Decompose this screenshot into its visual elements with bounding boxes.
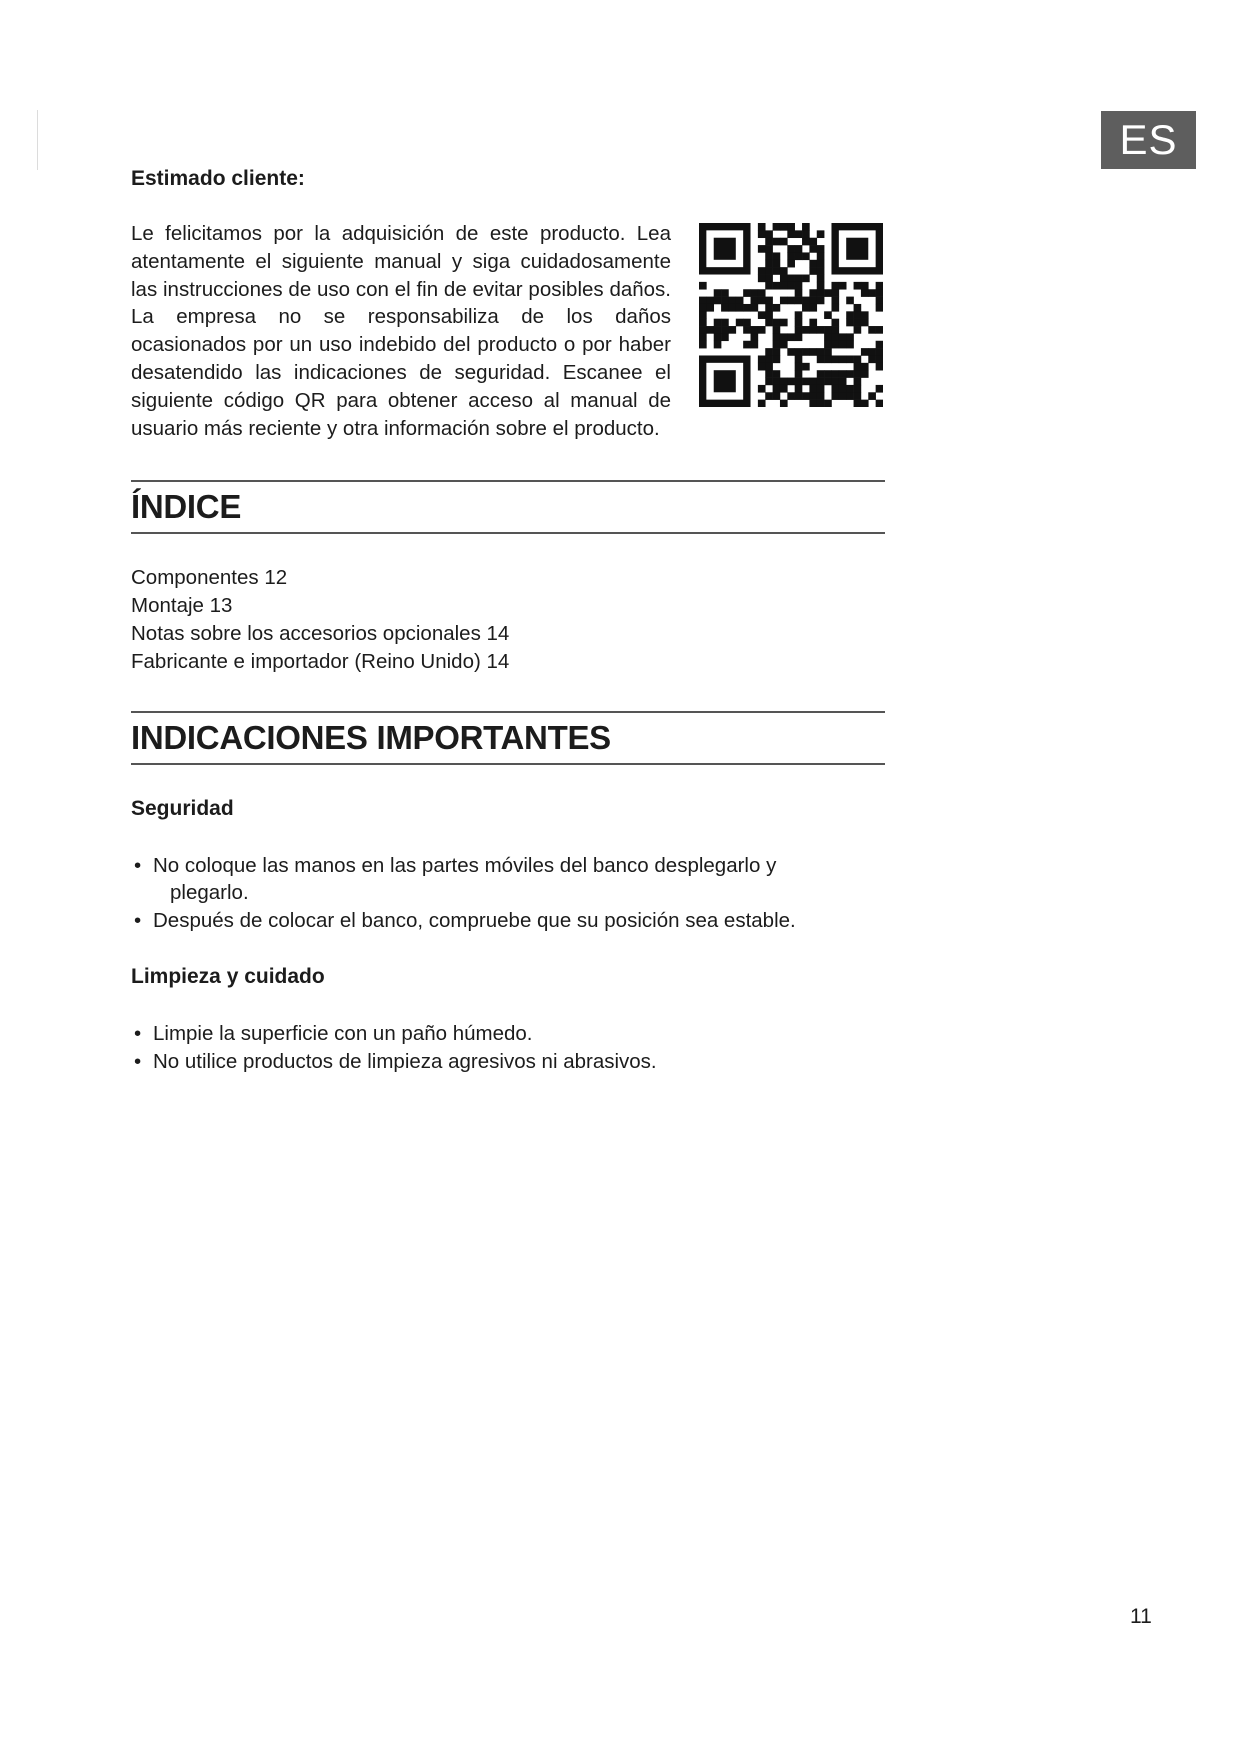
bullet-icon: • xyxy=(134,909,142,933)
intro-section xyxy=(131,220,885,442)
qr-code-icon xyxy=(699,223,883,407)
margin-rule xyxy=(37,110,38,170)
cleaning-item-text: Limpie la superficie con un paño húmedo. xyxy=(153,1021,533,1045)
important-section-header xyxy=(131,711,885,765)
safety-item-text: No coloque las manos en las partes móviles del banco desplegarlo y xyxy=(153,853,777,877)
cleaning-heading: Limpieza y cuidado xyxy=(131,964,325,988)
index-title: ÍNDICE xyxy=(131,488,242,526)
bullet-icon: • xyxy=(134,1021,142,1045)
safety-heading: Seguridad xyxy=(131,796,234,820)
bullet-icon: • xyxy=(134,853,142,877)
safety-item-text: Después de colocar el banco, compruebe que su posición sea estable. xyxy=(153,909,796,933)
index-entry: Componentes 12 xyxy=(131,566,288,590)
language-badge: ES xyxy=(1101,111,1196,169)
index-list xyxy=(131,564,885,675)
cleaning-list xyxy=(131,1020,885,1076)
safety-item xyxy=(131,907,885,935)
page-number: 11 xyxy=(1130,1605,1152,1628)
index-section-header xyxy=(131,480,885,534)
page-content xyxy=(131,158,885,1076)
index-entry: Montaje 13 xyxy=(131,594,233,618)
safety-list xyxy=(131,852,885,935)
cleaning-item xyxy=(131,1020,885,1048)
intro-paragraph: Le felicitamos por la adquisición de este producto. Lea atentamente el siguiente manual y siga cuidadosamente las instrucciones de uso con el fin de evitar posibles daños. La empresa no se responsabiliza de los daños ocasionados por un uso indebido del producto o por haber desatendido las indicaciones de seguridad. Escanee el siguiente código QR para obtener acceso al manual de usuario más reciente y otra información sobre el producto. xyxy=(131,222,671,440)
greeting-heading: Estimado cliente: xyxy=(131,167,305,190)
cleaning-item xyxy=(131,1048,885,1076)
bullet-icon: • xyxy=(134,1049,142,1073)
safety-item xyxy=(131,852,885,908)
index-entry: Fabricante e importador (Reino Unido) 14 xyxy=(131,649,510,673)
safety-item-continuation: plegarlo. xyxy=(170,881,249,905)
cleaning-item-text: No utilice productos de limpieza agresivos ni abrasivos. xyxy=(153,1049,657,1073)
index-entry: Notas sobre los accesorios opcionales 14 xyxy=(131,621,510,645)
important-title: INDICACIONES IMPORTANTES xyxy=(131,718,611,756)
